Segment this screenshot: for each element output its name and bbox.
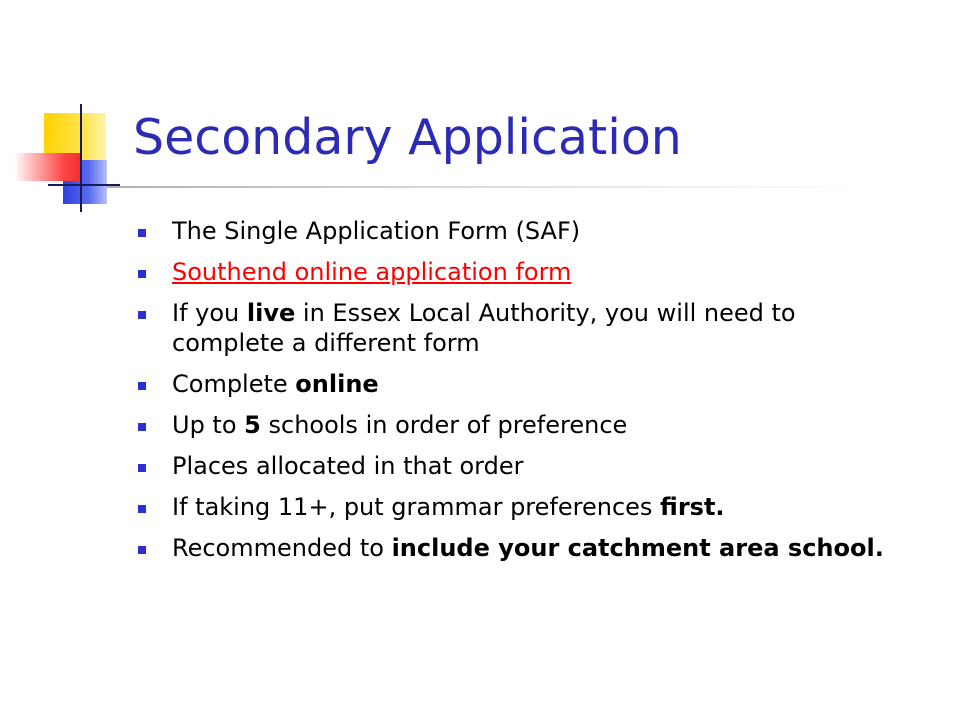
bullet-square-icon: [138, 546, 146, 554]
bullet-item-saf: [133, 216, 913, 246]
red-bar-shape: [14, 153, 80, 181]
bullet-text-prefix: If you: [172, 299, 247, 327]
bullet-text-prefix: Complete: [172, 370, 296, 398]
bullet-text: The Single Application Form (SAF): [172, 217, 581, 245]
bullet-item-five-schools: [133, 410, 913, 440]
bullet-text: Places allocated in that order: [172, 452, 524, 480]
bullet-square-icon: [138, 464, 146, 472]
bullet-square-icon: [138, 270, 146, 278]
southend-online-application-link[interactable]: Southend online application form: [172, 258, 572, 286]
bullet-text-prefix: If taking 11+, put grammar preferences: [172, 493, 661, 521]
slide-title: Secondary Application: [133, 109, 682, 166]
bullet-item-essex: [133, 298, 913, 358]
bullet-text-bold: online: [295, 370, 379, 398]
bullet-text-suffix: in Essex Local Authority, you will need to complete a different form: [172, 299, 796, 357]
bullet-item-grammar-preferences: [133, 492, 913, 522]
bullet-square-icon: [138, 229, 146, 237]
vertical-rule-line: [80, 104, 82, 212]
bullet-square-icon: [138, 382, 146, 390]
bullet-text-suffix: schools in order of preference: [260, 411, 628, 439]
bullet-item-complete-online: [133, 369, 913, 399]
bullet-square-icon: [138, 505, 146, 513]
bullet-text-prefix: Up to: [172, 411, 245, 439]
bullet-text-bold: include your catchment area school.: [391, 534, 884, 562]
bullet-text-bold: first.: [660, 493, 725, 521]
bullet-item-allocation-order: [133, 451, 913, 481]
bullet-text-bold: 5: [244, 411, 261, 439]
title-underline-divider: [107, 186, 867, 188]
bullet-item-catchment-school: [133, 533, 913, 563]
bullet-item-online-form-link: [133, 257, 913, 287]
bullet-square-icon: [138, 423, 146, 431]
bullet-square-icon: [138, 311, 146, 319]
bullet-text-prefix: Recommended to: [172, 534, 392, 562]
bullet-text-bold: live: [246, 299, 296, 327]
bullet-list: [133, 216, 913, 574]
